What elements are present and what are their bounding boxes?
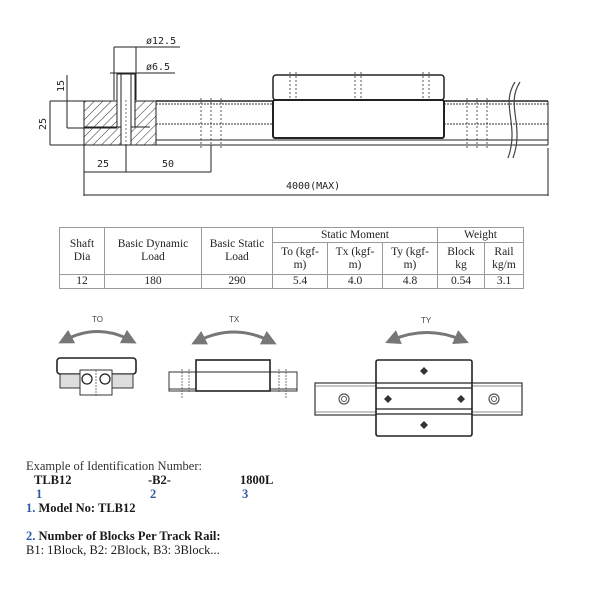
header-shaft-dia: Shaft Dia	[60, 228, 105, 275]
spec-table	[59, 227, 524, 289]
item-model-no: 1. Model No: TLB12	[26, 501, 136, 515]
header-to: To (kgf- m)	[273, 243, 328, 275]
index-1: 1	[36, 487, 43, 501]
moment-diagrams	[0, 305, 600, 445]
label-to: TO	[92, 315, 103, 324]
part-model: TLB12	[34, 473, 72, 487]
header-block-kg: Block kg	[438, 243, 485, 275]
label-ty: TY	[421, 316, 432, 325]
cell-to: 5.4	[273, 275, 328, 289]
cell-tx: 4.0	[328, 275, 383, 289]
block-side-view-icon	[169, 360, 297, 399]
cell-rail-kgm: 3.1	[485, 275, 524, 289]
identification-indices	[26, 487, 249, 501]
dim-outer-diameter: ø12.5	[146, 36, 177, 47]
header-tx: Tx (kgf- m)	[328, 243, 383, 275]
dim-height-15: 15	[56, 79, 67, 92]
dim-length-max: 4000(MAX)	[286, 181, 341, 192]
rotation-arrow-icon	[198, 332, 270, 341]
header-static-moment: Static Moment	[273, 228, 438, 243]
identification-parts	[26, 473, 274, 487]
rotation-arrow-icon	[65, 332, 130, 341]
part-blocks: -B2-	[148, 473, 171, 487]
header-weight: Weight	[438, 228, 524, 243]
dim-offset-25: 25	[97, 159, 110, 170]
cell-dynamic-load: 180	[105, 275, 202, 289]
header-basic-dynamic-load: Basic Dynamic Load	[105, 228, 202, 275]
header-ty: Ty (kgf- m)	[383, 243, 438, 275]
rail-dimension-drawing	[0, 0, 600, 205]
cell-ty: 4.8	[383, 275, 438, 289]
header-rail-kgm: Rail kg/m	[485, 243, 524, 275]
dim-inner-diameter: ø6.5	[146, 62, 171, 73]
identification-title: Example of Identification Number:	[26, 459, 202, 473]
header-basic-static-load: Basic Static Load	[202, 228, 273, 275]
label-tx: TX	[229, 315, 240, 324]
index-2: 2	[150, 487, 157, 501]
block-top-view-icon	[315, 360, 522, 436]
cell-static-load: 290	[202, 275, 273, 289]
part-length: 1800L	[240, 473, 274, 487]
item-blocks-per-rail: 2. Number of Blocks Per Track Rail:	[26, 529, 221, 543]
table-row	[60, 275, 524, 289]
index-3: 3	[242, 487, 249, 501]
cell-block-kg: 0.54	[438, 275, 485, 289]
blocks-description: B1: 1Block, B2: 2Block, B3: 3Block...	[26, 543, 220, 557]
block-front-view-icon	[57, 358, 136, 397]
cell-shaft-dia: 12	[60, 275, 105, 289]
rotation-arrow-icon	[392, 333, 462, 341]
dim-height-25: 25	[38, 117, 49, 130]
identification-section	[26, 459, 274, 557]
dim-pitch-50: 50	[162, 159, 175, 170]
